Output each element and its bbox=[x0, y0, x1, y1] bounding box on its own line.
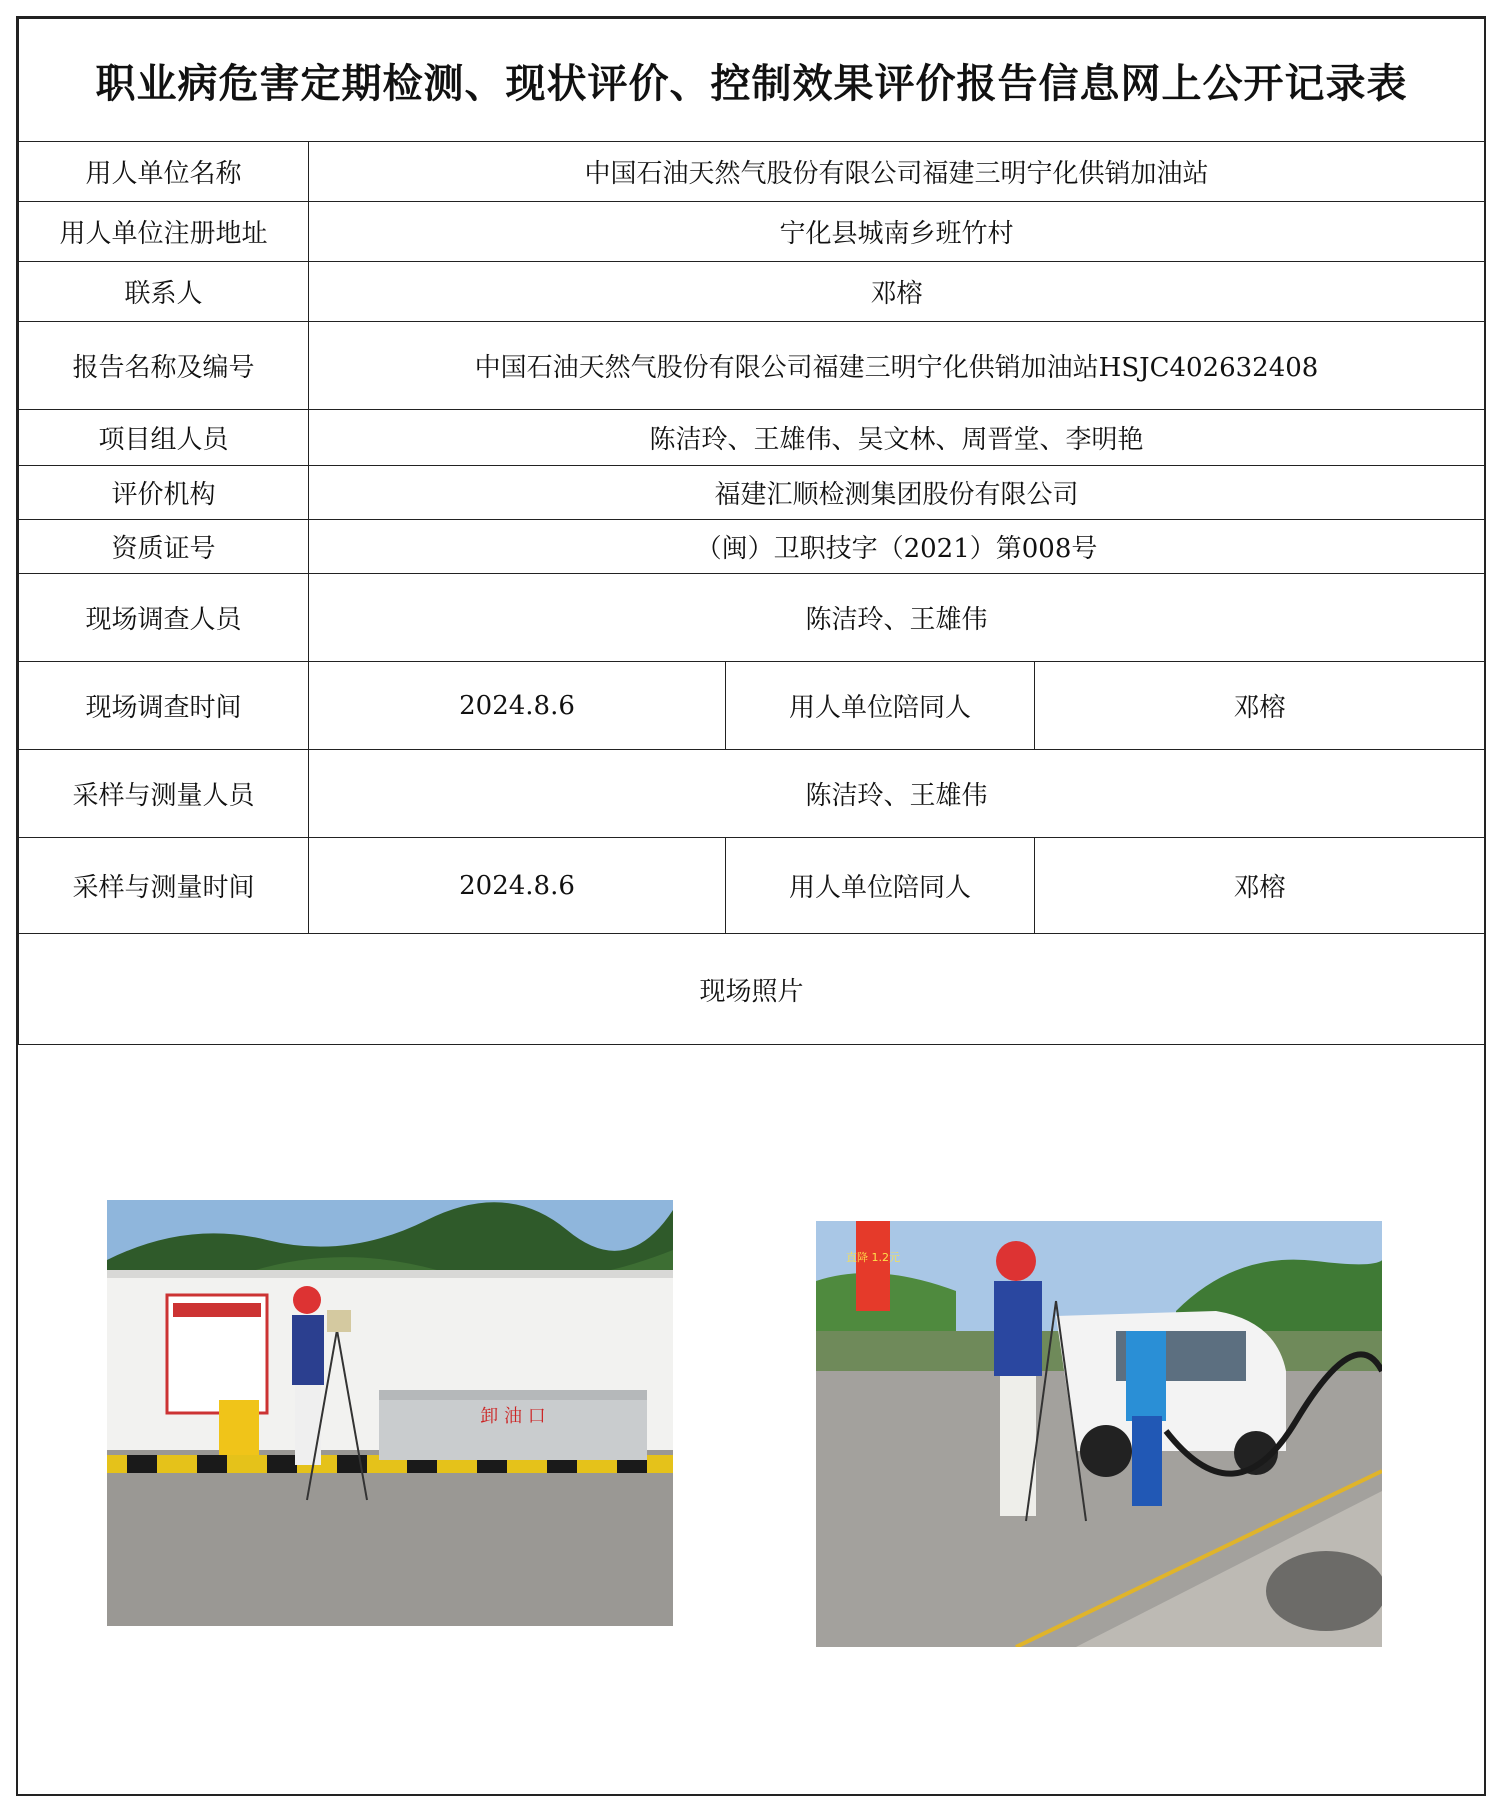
license-label: 资质证号 bbox=[19, 520, 309, 574]
sampling-companion-label: 用人单位陪同人 bbox=[726, 838, 1035, 934]
contact-label: 联系人 bbox=[19, 262, 309, 322]
report-value: 中国石油天然气股份有限公司福建三明宁化供销加油站HSJC402632408 bbox=[309, 322, 1485, 410]
team-label: 项目组人员 bbox=[19, 410, 309, 466]
record-sheet bbox=[16, 16, 1486, 1796]
site-photo-refueling bbox=[816, 1221, 1382, 1647]
document-title: 职业病危害定期检测、现状评价、控制效果评价报告信息网上公开记录表 bbox=[19, 19, 1485, 142]
survey-staff-value: 陈洁玲、王雄伟 bbox=[309, 574, 1485, 662]
agency-label: 评价机构 bbox=[19, 466, 309, 520]
agency-value: 福建汇顺检测集团股份有限公司 bbox=[309, 466, 1485, 520]
sampling-time-value: 2024.8.6 bbox=[309, 838, 726, 934]
sampling-companion-value: 邓榕 bbox=[1035, 838, 1485, 934]
sampling-staff-value: 陈洁玲、王雄伟 bbox=[309, 750, 1485, 838]
employer-address-label: 用人单位注册地址 bbox=[19, 202, 309, 262]
survey-time-label: 现场调查时间 bbox=[19, 662, 309, 750]
employer-address-value: 宁化县城南乡班竹村 bbox=[309, 202, 1485, 262]
sampling-staff-label: 采样与测量人员 bbox=[19, 750, 309, 838]
photos-area bbox=[18, 1048, 1484, 1794]
employer-name-value: 中国石油天然气股份有限公司福建三明宁化供销加油站 bbox=[309, 142, 1485, 202]
survey-companion-label: 用人单位陪同人 bbox=[726, 662, 1035, 750]
price-sign: 直降 1.2元 bbox=[846, 1251, 900, 1264]
license-value: （闽）卫职技字（2021）第008号 bbox=[309, 520, 1485, 574]
site-photo-unloading-port bbox=[107, 1200, 673, 1626]
employer-name-label: 用人单位名称 bbox=[19, 142, 309, 202]
team-value: 陈洁玲、王雄伟、吴文林、周晋堂、李明艳 bbox=[309, 410, 1485, 466]
contact-value: 邓榕 bbox=[309, 262, 1485, 322]
photos-label: 现场照片 bbox=[19, 934, 1485, 1045]
survey-staff-label: 现场调查人员 bbox=[19, 574, 309, 662]
survey-companion-value: 邓榕 bbox=[1035, 662, 1485, 750]
survey-time-value: 2024.8.6 bbox=[309, 662, 726, 750]
record-table bbox=[18, 18, 1485, 1045]
sampling-time-label: 采样与测量时间 bbox=[19, 838, 309, 934]
tank-label: 卸 油 口 bbox=[480, 1406, 546, 1427]
report-label: 报告名称及编号 bbox=[19, 322, 309, 410]
